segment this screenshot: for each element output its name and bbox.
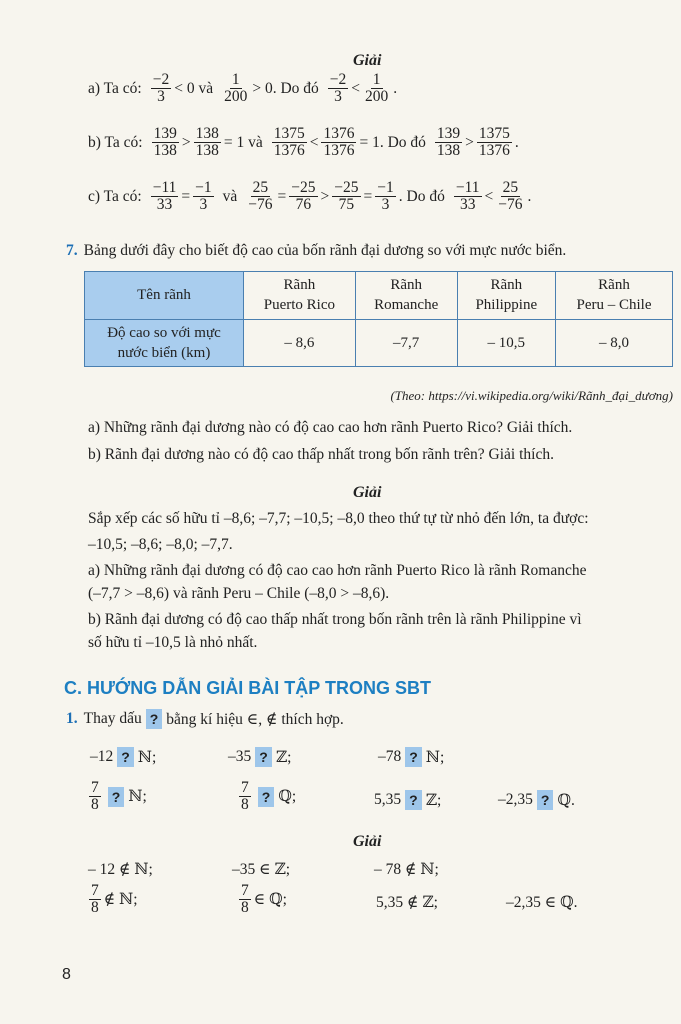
answer-item: – 12 ∉ ℕ;: [88, 861, 153, 878]
solution-heading: Giải: [353, 484, 382, 501]
fraction: $\frac{-1}{3}$: [195, 179, 212, 214]
table-header-cell: Rãnh Peru – Chile: [556, 272, 673, 320]
fraction: $\frac{-2}{3}$: [152, 71, 170, 106]
fraction: $\frac{1}{200}$: [224, 71, 248, 106]
solution-text: b) Rãnh đại dương có độ cao thấp nhất trong bốn rãnh trên là rãnh Philippine vì: [88, 611, 582, 628]
answer-item: $\frac{7}{8}$ ∈ ℚ;: [241, 882, 287, 917]
answer-item: –35 ∈ ℤ;: [232, 861, 291, 878]
answer-item: $\frac{7}{8}$ ∉ ℕ;: [91, 882, 138, 917]
solution-heading: Giải: [353, 52, 382, 69]
solution-part-b: b) Ta có: $\frac{139}{138}$ > $\frac{138}{138}$ = 1 và $\frac{1375}{1376}$ < $\frac{1376}{1376}$ = 1. Do đó $\frac{139}{138}$ > $\frac{1375}{1376}$ .: [88, 125, 519, 160]
fraction: $\frac{25}{-76}$: [498, 179, 523, 214]
fraction: $\frac{139}{138}$: [153, 125, 177, 160]
table-cell: – 10,5: [457, 319, 555, 367]
fraction: $\frac{1375}{1376}$: [273, 125, 305, 160]
answer-item: 5,35 ∉ ℤ;: [376, 894, 438, 911]
fraction: $\frac{-1}{3}$: [377, 179, 394, 214]
problem-number: 7.: [66, 242, 78, 259]
answer-item: – 78 ∉ ℕ;: [374, 861, 439, 878]
exercise-item: –78 ? ℕ;: [378, 748, 445, 766]
problem-7-statement: 7. Bảng dưới đây cho biết độ cao của bốn rãnh đại dương so với mực nước biển.: [66, 242, 567, 259]
question-b: b) Rãnh đại dương nào có độ cao thấp nhất trong bốn rãnh trên? Giải thích.: [88, 446, 554, 463]
problem-number: 1.: [66, 710, 78, 727]
fraction: $\frac{-2}{3}$: [329, 71, 347, 106]
exercise-item: $\frac{7}{8}$ ? ℚ;: [241, 779, 297, 814]
exercise-item: –12 ? ℕ;: [90, 748, 157, 766]
solution-part-a: a) Ta có: $\frac{-2}{3}$ < 0 và $\frac{1}{200}$ > 0. Do đó $\frac{-2}{3}$ < $\frac{1}{200}$ .: [88, 71, 398, 106]
exercise-item: 5,35 ? ℤ;: [374, 791, 442, 809]
exercise-item: –2,35 ? ℚ.: [498, 791, 575, 809]
answer-item: –2,35 ∈ ℚ.: [506, 894, 578, 911]
exercise-item: $\frac{7}{8}$ ? ℕ;: [91, 779, 147, 814]
fraction: $\frac{1375}{1376}$: [478, 125, 510, 160]
solution-heading: Giải: [353, 833, 382, 850]
table-cell: –7,7: [355, 319, 457, 367]
table-header-cell: Rãnh Puerto Rico: [244, 272, 356, 320]
solution-part-c: c) Ta có: $\frac{-11}{33}$ = $\frac{-1}{3}$ và $\frac{25}{-76}$ = $\frac{-25}{76}$ > $\frac{-25}{75}$ = $\frac{-1}{3}$ . Do đó $\frac{-11}{33}$ < $\frac{25}{-76}$ .: [88, 179, 532, 214]
solution-text: (–7,7 > –8,6) và rãnh Peru – Chile (–8,0 > –8,6).: [88, 585, 390, 602]
exercise-item: –35 ? ℤ;: [228, 748, 292, 766]
label: a) Ta có:: [88, 79, 142, 97]
fraction: $\frac{138}{138}$: [195, 125, 219, 160]
solution-text: Sắp xếp các số hữu tỉ –8,6; –7,7; –10,5; –8,0 theo thứ tự từ nhỏ đến lớn, ta được:: [88, 510, 589, 527]
fraction: $\frac{-25}{75}$: [334, 179, 359, 214]
fraction: $\frac{25}{-76}$: [248, 179, 273, 214]
page-number: 8: [62, 966, 71, 983]
table-source: (Theo: https://vi.wikipedia.org/wiki/Rãnh_đại_dương): [390, 388, 673, 403]
fraction: $\frac{-25}{76}$: [291, 179, 316, 214]
question-box: ?: [146, 709, 163, 729]
fraction: $\frac{139}{138}$: [436, 125, 461, 160]
table-cell: – 8,6: [244, 319, 356, 367]
fraction: $\frac{-11}{33}$: [152, 179, 177, 214]
question-a: a) Những rãnh đại dương nào có độ cao cao hơn rãnh Puerto Rico? Giải thích.: [88, 419, 573, 436]
fraction: $\frac{1376}{1376}$: [323, 125, 355, 160]
fraction: $\frac{-11}{33}$: [455, 179, 480, 214]
table-header-cell: Rãnh Philippine: [457, 272, 555, 320]
solution-text: –10,5; –8,6; –8,0; –7,7.: [88, 536, 233, 553]
table-row-label: Độ cao so với mực nước biển (km): [85, 319, 244, 367]
fraction: $\frac{1}{200}$: [365, 71, 389, 106]
section-heading: C. HƯỚNG DẪN GIẢI BÀI TẬP TRONG SBT: [64, 678, 431, 698]
solution-text: a) Những rãnh đại dương có độ cao cao hơn rãnh Puerto Rico là rãnh Romanche: [88, 562, 587, 579]
table-header-label: Tên rãnh: [85, 272, 244, 320]
solution-text: số hữu tỉ –10,5 là nhỏ nhất.: [88, 634, 258, 651]
table-header-cell: Rãnh Romanche: [355, 272, 457, 320]
trench-table: [84, 271, 673, 367]
table-cell: – 8,0: [556, 319, 673, 367]
problem-1-statement: 1. Thay dấu ? bằng kí hiệu ∈, ∉ thích hợp.: [66, 710, 344, 728]
